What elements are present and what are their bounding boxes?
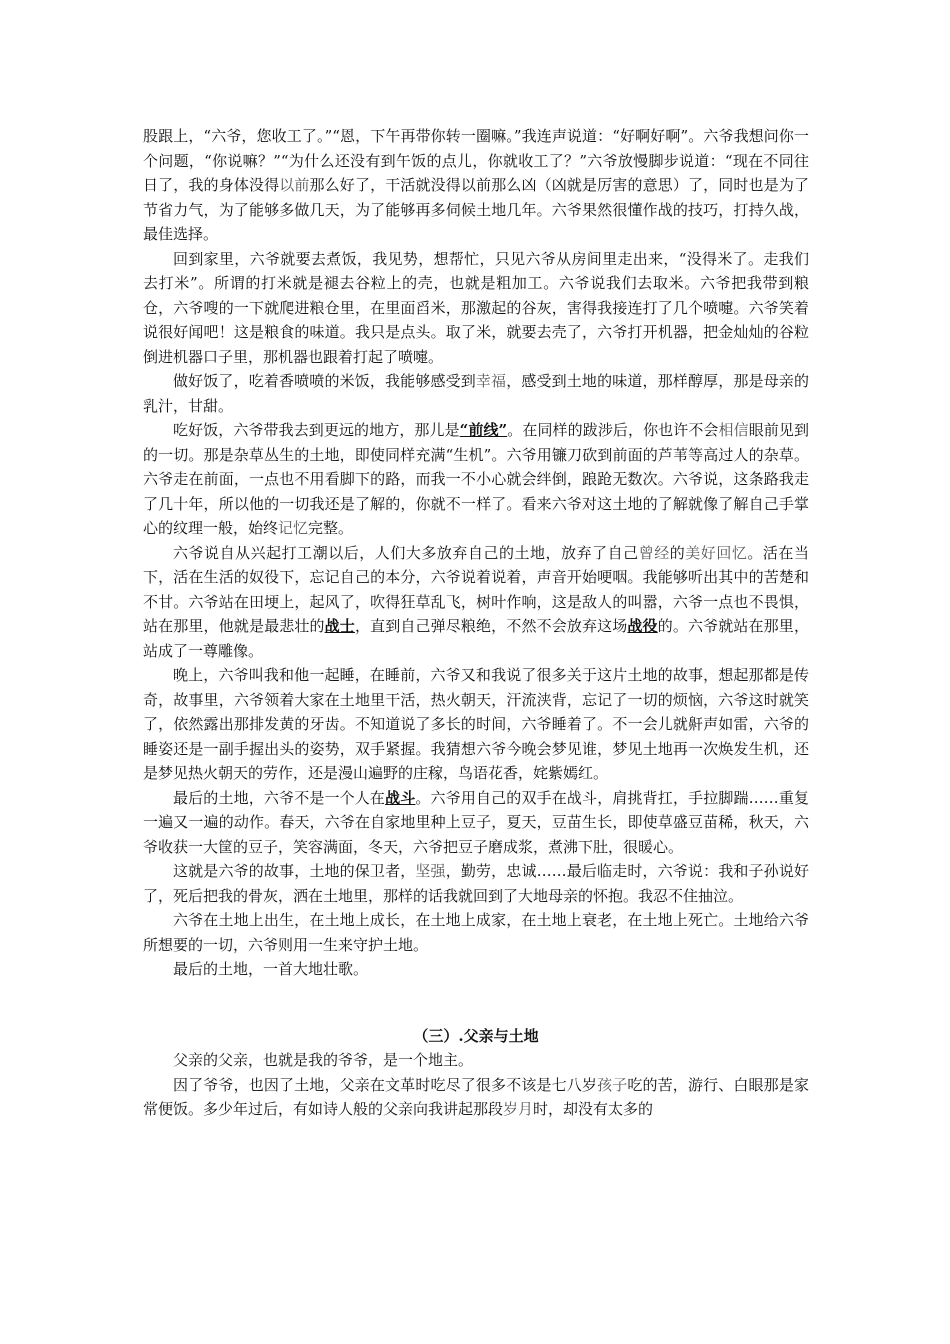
text-run: 这就是六爷的故事，土地的保卫者， xyxy=(173,862,416,880)
text-run: 的。六爷就站在那里，站成了一尊雕像。 xyxy=(143,617,809,660)
paragraph xyxy=(143,1048,809,1073)
annotated-text: 相信 xyxy=(718,421,749,439)
text-run: 。在同样的跋涉后，你也许不会 xyxy=(507,421,719,439)
annotated-text: 记忆 xyxy=(278,519,309,537)
section-heading: （三）.父亲与土地 xyxy=(413,1026,539,1045)
emphasized-text: 战斗 xyxy=(385,788,416,807)
text-run: 时，却没有太多的 xyxy=(533,1100,654,1118)
paragraph xyxy=(143,541,809,664)
emphasized-text: “前线” xyxy=(459,421,508,439)
paragraph xyxy=(143,859,809,908)
text-run: 的 xyxy=(669,543,686,562)
text-run: 。活在当下，活在生活的奴役下，忘记自己的本分，六爷说着说着，声音开始哽咽。我能够听出其中的苦楚和不甘。六爷站在田埂上，起风了，吹得狂草乱飞，树叶作响，这是敌人的叫嚣，六爷一点也不畏惧，站在那里，他就是最悲壮的 xyxy=(143,543,809,635)
annotated-text: 岁月 xyxy=(503,1100,534,1118)
annotated-text: 以前 xyxy=(279,176,310,194)
text-run: 晚上，六爷叫我和他一起睡，在睡前，六爷又和我说了很多关于这片土地的故事，想起那都是传奇，故事里，六爷领着大家在土地里干活，热火朝天，汗流浃背，忘记了一切的烦恼，六爷这时就笑了，依然露出那排发黄的牙齿。不知道说了多长的时间，六爷睡着了。不一会儿就鼾声如雷，六爷的睡姿还是一副手握出头的姿势，双手紧握。我猜想六爷今晚会梦见谁，梦见土地再一次焕发生机，还是梦见热火朝天的劳作，还是漫山遍野的庄稼，鸟语花香，姹紫嫣红。 xyxy=(143,666,809,782)
emphasized-text: 战士 xyxy=(324,617,355,635)
text-run: 那么好了，干活就没得以前那么凶（凶就是厉害的意思）了，同时也是为了节省力气，为了能够多做几天，为了能够再多伺候土地几年。六爷果然很懂作战的技巧，打持久战，最佳选择。 xyxy=(143,176,809,243)
story-paragraphs xyxy=(143,124,809,982)
text-run: 吃的苦，游行、白眼那是家常便饭。多少年过后，有如诗人般的父亲向我讲起那段 xyxy=(143,1075,809,1118)
text-run: 最后的土地，一首大地壮歌。 xyxy=(173,960,369,978)
text-run: 回到家里，六爷就要去煮饭，我见势，想帮忙，只见六爷从房间里走出来，“没得米了。走我们去打米”。所谓的打米就是褪去谷粒上的壳，也就是粗加工。六爷说我们去取米。六爷把我带到粮仓，六爷嗖的一下就爬进粮仓里，在里面舀米，那激起的谷灰，害得我接连打了几个喷嚏。六爷笑着说很好闻吧！这是粮食的味道。我只是点头。取了米，就要去壳了，六爷打开机器，把金灿灿的谷粒倒进机器口子里，那机器也跟着打起了喷嚏。 xyxy=(143,249,809,366)
text-run: 。六爷用自己的双手在战斗，肩挑背扛，手拉脚踹……重复一遍又一遍的动作。春天，六爷在自家地里种上豆子，夏天，豆苗生长，即使草盛豆苗稀，秋天，六爷收获一大筐的豆子，笑容满面，冬天，六爷把豆子磨成浆，煮沸下肚，很暖心。 xyxy=(143,788,809,856)
annotated-text: 曾经 xyxy=(638,543,670,562)
annotated-text: 坚强 xyxy=(415,862,446,880)
paragraph xyxy=(143,786,809,860)
annotated-text: 美好回忆 xyxy=(685,543,748,562)
document-body xyxy=(143,124,809,1122)
paragraph xyxy=(143,663,809,786)
text-run: 完整。 xyxy=(308,519,354,537)
text-run: 股跟上，“六爷，您收工了。”“恩，下午再带你转一圈嘛。”我连声说道：“好啊好啊”。六爷我想问你一个问题，“你说嘛？”“为什么还没有到午饭的点儿，你就收工了？”六爷放慢脚步说道：“现在不同往日了，我的身体没得 xyxy=(143,127,809,194)
paragraph xyxy=(143,124,809,247)
text-run: 六爷说自从兴起打工潮以后，人们大多放弃自己的土地，放弃了自己 xyxy=(173,543,639,562)
annotated-text: 幸福 xyxy=(475,372,507,390)
text-run: 最后的土地，六爷不是一个人在 xyxy=(173,788,386,807)
text-run: 眼前见到的一切。那是杂草丛生的土地，即使同样充满“生机”。六爷用镰刀砍到前面的芦苇等高过人的杂草。六爷走在前面，一点也不用看脚下的路，而我一不小心就会绊倒，踉跄无数次。六爷说，这条路我走了几十年，所以他的一切我还是了解的，你就不一样了。看来六爷对这土地的了解就像了解自己手掌心的纹理一般，始终 xyxy=(143,421,809,537)
text-run: 六爷在土地上出生，在土地上成长，在土地上成家，在土地上衰老，在土地上死亡。土地给六爷所想要的一切，六爷则用一生来守护土地。 xyxy=(143,911,809,954)
paragraph xyxy=(143,908,809,957)
text-run: 因了爷爷，也因了土地，父亲在文革时吃尽了很多不该是七八岁 xyxy=(173,1075,598,1094)
annotated-text: 孩子 xyxy=(597,1075,628,1094)
paragraph xyxy=(143,369,809,418)
paragraph xyxy=(143,247,809,370)
text-run: ，感受到土地的味道，那样醇厚，那是母亲的乳汁，甘甜。 xyxy=(143,372,809,415)
paragraph xyxy=(143,418,809,541)
text-run: 吃好饭，六爷带我去到更远的地方，那儿是 xyxy=(173,421,460,439)
text-run: ，勤劳，忠诚……最后临走时，六爷说：我和子孙说好了，死后把我的骨灰，洒在土地里，那样的话我就回到了大地母亲的怀抱。我忍不住抽泣。 xyxy=(143,862,809,905)
emphasized-text: 战役 xyxy=(627,617,658,635)
text-run: 做好饭了，吃着香喷喷的米饭，我能够感受到 xyxy=(173,372,476,390)
section-gap xyxy=(143,982,809,1024)
section-paragraphs xyxy=(143,1048,809,1122)
paragraph xyxy=(143,957,809,982)
paragraph xyxy=(143,1073,809,1122)
text-run: ，直到自己弹尽粮绝，不然不会放弃这场 xyxy=(354,617,628,635)
text-run: 父亲的父亲，也就是我的爷爷，是一个地主。 xyxy=(173,1051,474,1069)
